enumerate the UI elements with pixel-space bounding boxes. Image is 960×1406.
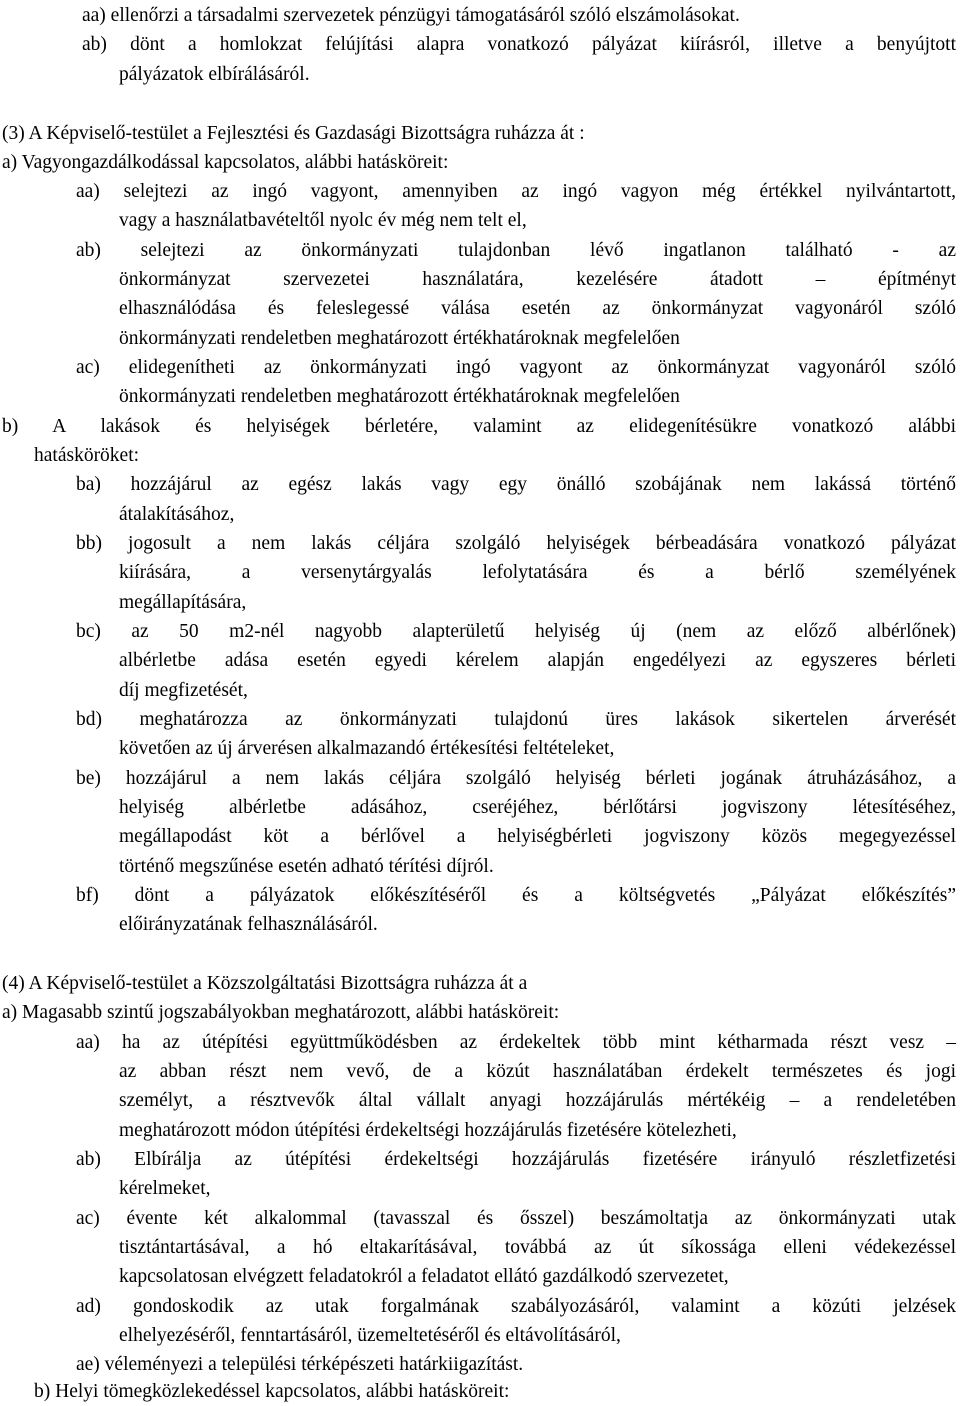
text-line: ab) Elbírálja az útépítési érdekeltségi hozzájárulás fizetésére irányuló részletfizetési (76, 1149, 956, 1170)
text-line: kiírására, a versenytárgyalás lefolytatására és a bérlő személyének (119, 562, 956, 583)
text-line: ba) hozzájárul az egész lakás vagy egy önálló szobájának nem lakássá történő (76, 474, 956, 495)
text-line: ac) évente két alkalommal (tavasszal és ősszel) beszámoltatja az önkormányzati utak (76, 1208, 956, 1229)
text-line: tisztántartásával, a hó eltakarításával, továbbá az út síkossága elleni védekezéssel (119, 1237, 956, 1258)
text-line: pályázatok elbírálásáról. (119, 64, 310, 85)
text-line: ad) gondoskodik az utak forgalmának szabályozásáról, valamint a közúti jelzések (76, 1296, 956, 1317)
text-line: kapcsolatosan elvégzett feladatokról a feladatot ellátó gazdálkodó szervezetet, (119, 1266, 729, 1287)
section-heading: (4) A Képviselő-testület a Közszolgáltatási Bizottságra ruházza át a (2, 973, 528, 994)
text-line: megállapítására, (119, 592, 247, 613)
text-line: személyt, a résztvevők által vállalt anyagi hozzájárulás mértékéig – a rendeletében (119, 1090, 956, 1111)
text-line: bb) jogosult a nem lakás céljára szolgáló helyiségek bérbeadására vonatkozó pályázat (76, 533, 956, 554)
text-line: ab) dönt a homlokzat felújítási alapra vonatkozó pályázat kiírásról, illetve a benyújtott (82, 34, 956, 55)
text-line: díj megfizetését, (119, 680, 248, 701)
text-line: átalakításához, (119, 504, 235, 525)
text-line: megállapodást köt a bérlővel a helyiségbérleti jogviszony közös megegyezéssel (119, 826, 956, 847)
text-line: aa) selejtezi az ingó vagyont, amennyiben az ingó vagyon még értékkel nyilvántartott, (76, 181, 956, 202)
text-line: vagy a használatbavételtől nyolc év még nem telt el, (119, 210, 527, 231)
text-line: albérletbe adása esetén egyedi kérelem alapján engedélyezi az egyszeres bérleti (119, 650, 956, 671)
text-line: helyiség albérletbe adásához, cseréjéhez, bérlőtársi jogviszony létesítéséhez, (119, 797, 956, 818)
text-line: hatásköröket: (34, 445, 140, 466)
text-line: előirányzatának felhasználásáról. (119, 914, 378, 935)
text-line: meghatározott módon útépítési érdekeltségi hozzájárulás fizetésére kötelezheti, (119, 1120, 737, 1141)
text-line: aa) ha az útépítési együttműködésben az érdekeltek több mint kétharmada részt vesz – (76, 1032, 956, 1053)
text-line: bf) dönt a pályázatok előkészítéséről és a költségvetés „Pályázat előkészítés” (76, 885, 956, 906)
text-line: aa) ellenőrzi a társadalmi szervezetek pénzügyi támogatásáról szóló elszámolásokat. (82, 5, 740, 26)
text-line: kérelmeket, (119, 1178, 211, 1199)
text-line: a) Magasabb szintű jogszabályokban meghatározott, alábbi hatásköreit: (2, 1002, 560, 1023)
text-line: ab) selejtezi az önkormányzati tulajdonban lévő ingatlanon található - az (76, 240, 956, 261)
text-line: önkormányzati rendeletben meghatározott értékhatároknak megfelelően (119, 328, 680, 349)
text-line: követően az új árverésen alkalmazandó értékesítési feltételeket, (119, 738, 615, 759)
text-line: elhelyezéséről, fenntartásáról, üzemeltetéséről és eltávolításáról, (119, 1325, 621, 1346)
text-line: be) hozzájárul a nem lakás céljára szolgáló helyiség bérleti jogának átruházásához, a (76, 768, 956, 789)
text-line: önkormányzat szervezetei használatára, kezelésére átadott – építményt (119, 269, 956, 290)
text-line: elhasználódása és feleslegessé válása esetén az önkormányzat vagyonáról szóló (119, 298, 956, 319)
section-heading: (3) A Képviselő-testület a Fejlesztési és Gazdasági Bizottságra ruházza át : (2, 123, 585, 144)
text-line: bd) meghatározza az önkormányzati tulajdonú üres lakások sikertelen árverését (76, 709, 956, 730)
text-line: ae) véleményezi a települési térképészeti határkiigazítást. (76, 1354, 524, 1375)
text-line: ac) elidegenítheti az önkormányzati ingó vagyont az önkormányzat vagyonáról szóló (76, 357, 956, 378)
text-line: a) Vagyongazdálkodással kapcsolatos, alábbi hatásköreit: (2, 152, 449, 173)
text-line: b) Helyi tömegközlekedéssel kapcsolatos, alábbi hatásköreit: (34, 1381, 510, 1402)
text-line: történő megszűnése esetén adható térítési díjról. (119, 856, 494, 877)
text-line: b) A lakások és helyiségek bérletére, valamint az elidegenítésükre vonatkozó alábbi (2, 416, 956, 437)
text-line: az abban részt nem vevő, de a közút használatában érdekelt természetes és jogi (119, 1061, 956, 1082)
text-line: önkormányzati rendeletben meghatározott értékhatároknak megfelelően (119, 386, 680, 407)
text-line: bc) az 50 m2-nél nagyobb alapterületű helyiség új (nem az előző albérlőnek) (76, 621, 956, 642)
